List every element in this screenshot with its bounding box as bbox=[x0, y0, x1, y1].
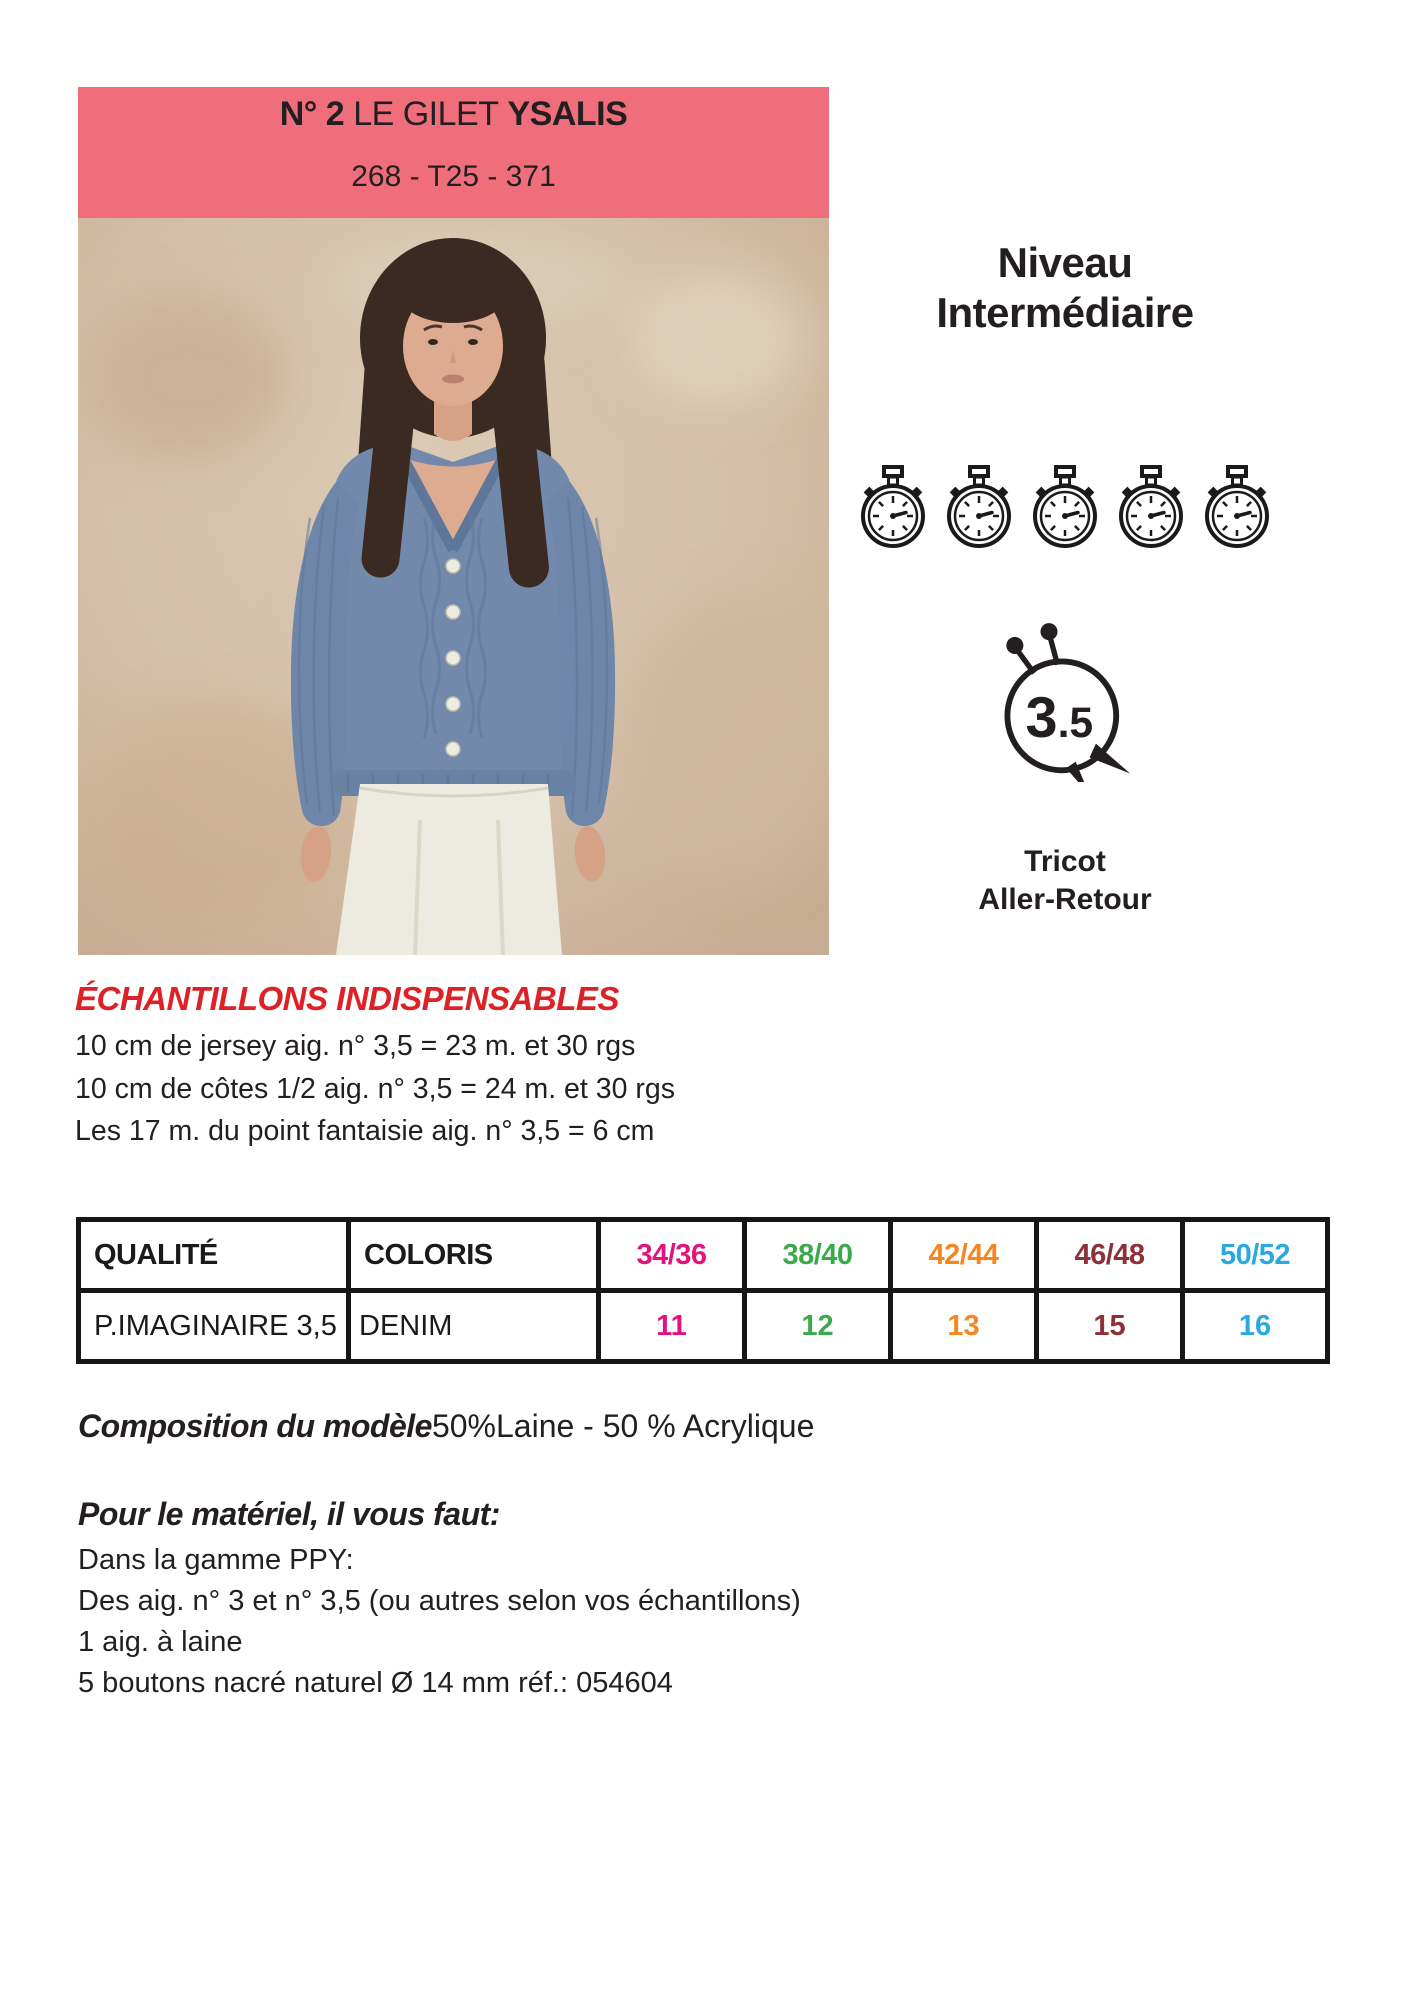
materials-line: 5 boutons nacré naturel Ø 14 mm réf.: 054604 bbox=[78, 1667, 673, 1699]
col-header-size: 50/52 bbox=[1183, 1220, 1328, 1291]
composition-label: Composition du modèle bbox=[78, 1408, 432, 1444]
pattern-number: N° 2 bbox=[279, 95, 345, 133]
pattern-type: LE GILET bbox=[353, 95, 499, 133]
materials-section bbox=[78, 1496, 801, 1704]
materials-line: Des aig. n° 3 et n° 3,5 (ou autres selon vos échantillons) bbox=[78, 1585, 801, 1617]
needle-size-wrap bbox=[830, 622, 1300, 782]
model-cardigan bbox=[291, 445, 615, 826]
knit-line2: Aller-Retour bbox=[978, 883, 1152, 916]
gauge-line: Les 17 m. du point fantaisie aig. n° 3,5 = 6 cm bbox=[75, 1115, 655, 1147]
needle-size-text: 3.5 bbox=[1025, 686, 1094, 751]
level-heading bbox=[830, 238, 1300, 338]
stopwatch-icon bbox=[1203, 464, 1271, 550]
table-header-row bbox=[79, 1220, 1328, 1291]
composition-line bbox=[78, 1408, 814, 1445]
stopwatch-icon bbox=[859, 464, 927, 550]
col-header-qualite: QUALITÉ bbox=[79, 1220, 349, 1291]
ball-count-cell: 11 bbox=[599, 1291, 745, 1362]
yarn-coloris-cell: DENIM bbox=[349, 1291, 599, 1362]
col-header-size: 42/44 bbox=[891, 1220, 1037, 1291]
gauge-heading: ÉCHANTILLONS INDISPENSABLES bbox=[75, 980, 619, 1017]
gauge-line: 10 cm de jersey aig. n° 3,5 = 23 m. et 30 rgs bbox=[75, 1030, 636, 1062]
size-color-table bbox=[76, 1217, 1330, 1364]
knit-type-label bbox=[830, 843, 1300, 919]
level-line2: Intermédiaire bbox=[936, 289, 1194, 336]
materials-line: Dans la gamme PPY: bbox=[78, 1544, 354, 1576]
yarn-quality-cell: P.IMAGINAIRE 3,5 bbox=[79, 1291, 349, 1362]
stopwatch-icon bbox=[945, 464, 1013, 550]
stopwatch-icon bbox=[1031, 464, 1099, 550]
col-header-coloris: COLORIS bbox=[349, 1220, 599, 1291]
materials-heading: Pour le matériel, il vous faut: bbox=[78, 1496, 500, 1532]
composition-value: 50%Laine - 50 % Acrylique bbox=[431, 1408, 815, 1444]
gauge-line: 10 cm de côtes 1/2 aig. n° 3,5 = 24 m. et 30 rgs bbox=[75, 1072, 675, 1105]
pattern-name: YSALIS bbox=[507, 95, 628, 133]
gauge-section bbox=[75, 980, 675, 1153]
materials-line: 1 aig. à laine bbox=[78, 1626, 243, 1658]
ball-count-cell: 12 bbox=[745, 1291, 891, 1362]
page-title bbox=[78, 87, 829, 134]
col-header-size: 46/48 bbox=[1037, 1220, 1183, 1291]
stopwatch-icon bbox=[1117, 464, 1185, 550]
col-header-size: 38/40 bbox=[745, 1220, 891, 1291]
model-photo bbox=[78, 218, 829, 955]
ball-count-cell: 13 bbox=[891, 1291, 1037, 1362]
difficulty-stopwatches bbox=[830, 464, 1300, 550]
info-column bbox=[830, 0, 1300, 960]
col-header-size: 34/36 bbox=[599, 1220, 745, 1291]
header-banner bbox=[78, 87, 829, 218]
pattern-reference: 268 - T25 - 371 bbox=[351, 160, 556, 193]
model-trousers bbox=[336, 784, 562, 955]
model-fringe bbox=[398, 261, 508, 323]
level-line1: Niveau bbox=[997, 239, 1133, 286]
knit-line1: Tricot bbox=[1024, 845, 1106, 878]
ball-count-cell: 15 bbox=[1037, 1291, 1183, 1362]
ball-count-cell: 16 bbox=[1183, 1291, 1328, 1362]
table-row bbox=[79, 1291, 1328, 1362]
needle-size-icon bbox=[985, 622, 1145, 782]
